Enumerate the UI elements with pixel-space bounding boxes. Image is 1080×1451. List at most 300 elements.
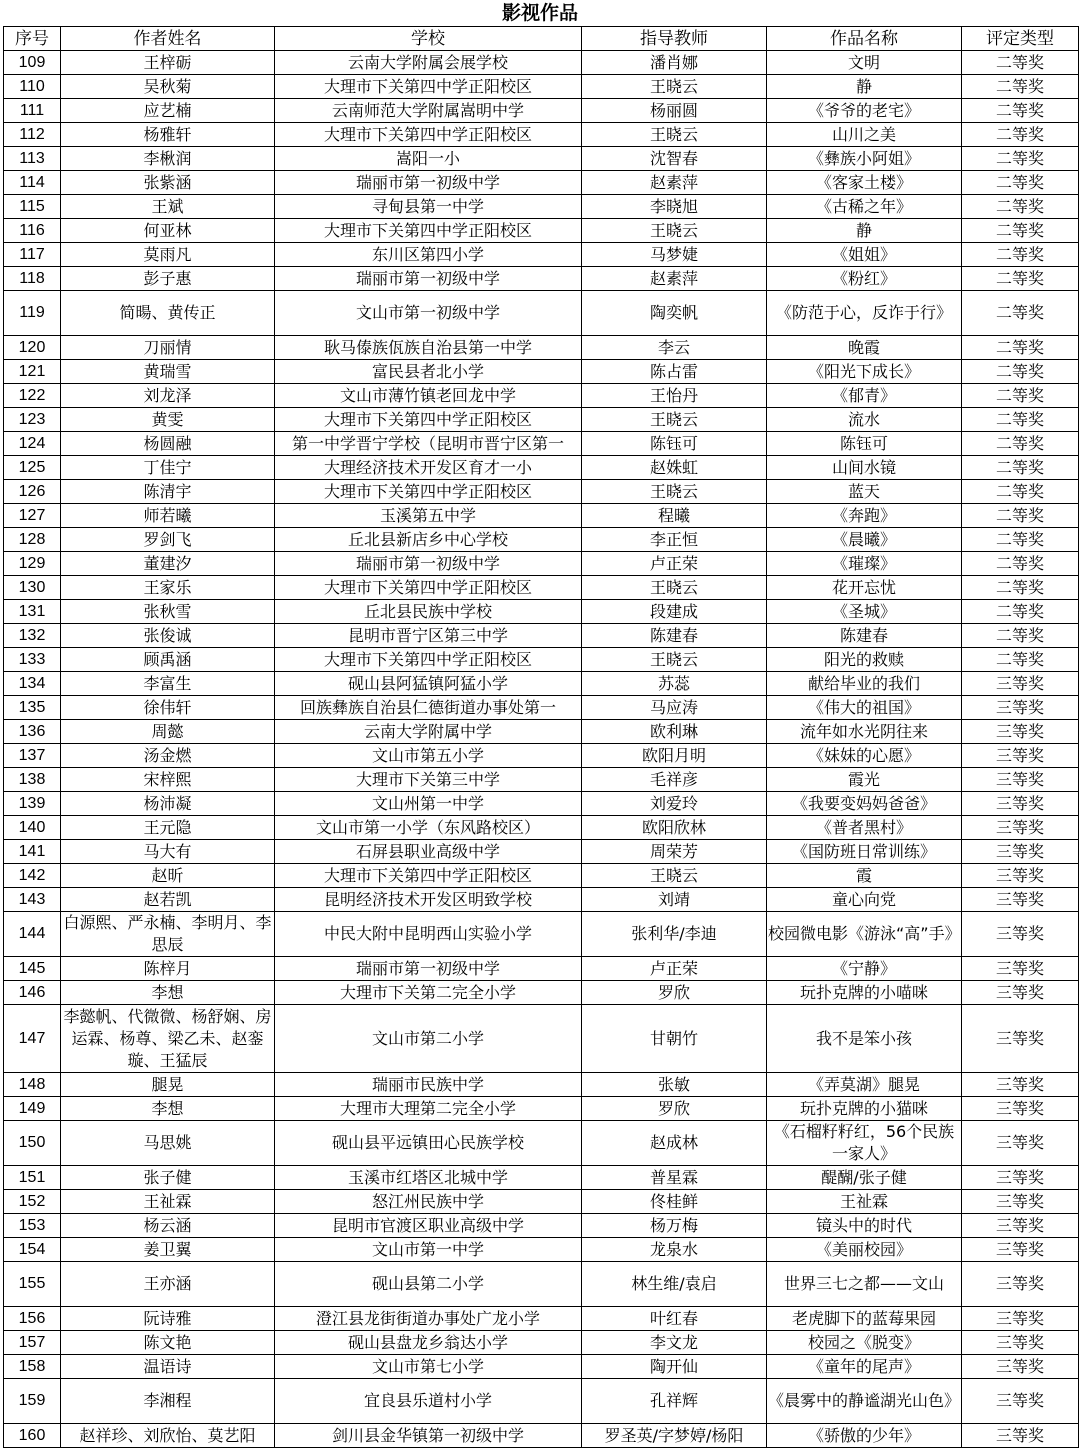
cell-work: 山川之美 bbox=[767, 123, 962, 147]
cell-author: 刀丽情 bbox=[61, 336, 275, 360]
cell-school: 瑞丽市第一初级中学 bbox=[275, 267, 582, 291]
table-row bbox=[4, 171, 1079, 195]
cell-school: 云南师范大学附属嵩明中学 bbox=[275, 99, 582, 123]
cell-teacher: 李文龙 bbox=[582, 1331, 767, 1355]
cell-author: 陈文艳 bbox=[61, 1331, 275, 1355]
cell-author: 董建汐 bbox=[61, 552, 275, 576]
cell-teacher: 陈占雷 bbox=[582, 360, 767, 384]
cell-author: 陈清宇 bbox=[61, 480, 275, 504]
cell-work: 王祉霖 bbox=[767, 1190, 962, 1214]
cell-school: 丘北县新店乡中心学校 bbox=[275, 528, 582, 552]
cell-index: 159 bbox=[4, 1379, 61, 1424]
awards-table bbox=[3, 26, 1079, 1448]
cell-school: 昆明经济技术开发区明致学校 bbox=[275, 888, 582, 912]
cell-work: 《石榴籽籽红，56个民族一家人》 bbox=[767, 1121, 962, 1166]
table-row bbox=[4, 864, 1079, 888]
col-header-work: 作品名称 bbox=[767, 27, 962, 51]
table-row bbox=[4, 1166, 1079, 1190]
cell-school: 文山市第一初级中学 bbox=[275, 291, 582, 336]
table-row bbox=[4, 1238, 1079, 1262]
cell-award: 三等奖 bbox=[962, 816, 1079, 840]
cell-work: 校园之《脱变》 bbox=[767, 1331, 962, 1355]
cell-award: 三等奖 bbox=[962, 1424, 1079, 1448]
cell-award: 二等奖 bbox=[962, 171, 1079, 195]
cell-school: 大理市下关第四中学正阳校区 bbox=[275, 123, 582, 147]
cell-teacher: 张敏 bbox=[582, 1073, 767, 1097]
cell-teacher: 毛祥彦 bbox=[582, 768, 767, 792]
cell-teacher: 王晓云 bbox=[582, 648, 767, 672]
cell-award: 二等奖 bbox=[962, 123, 1079, 147]
cell-award: 三等奖 bbox=[962, 840, 1079, 864]
cell-award: 二等奖 bbox=[962, 576, 1079, 600]
col-header-author: 作者姓名 bbox=[61, 27, 275, 51]
cell-index: 138 bbox=[4, 768, 61, 792]
cell-author: 杨圆融 bbox=[61, 432, 275, 456]
cell-author: 彭子惠 bbox=[61, 267, 275, 291]
table-row bbox=[4, 408, 1079, 432]
cell-work: 童心向党 bbox=[767, 888, 962, 912]
cell-author: 李想 bbox=[61, 981, 275, 1005]
table-row bbox=[4, 981, 1079, 1005]
cell-school: 昆明市官渡区职业高级中学 bbox=[275, 1214, 582, 1238]
cell-index: 142 bbox=[4, 864, 61, 888]
cell-work: 镜头中的时代 bbox=[767, 1214, 962, 1238]
cell-teacher: 罗欣 bbox=[582, 981, 767, 1005]
cell-work: 《古稀之年》 bbox=[767, 195, 962, 219]
cell-author: 马大有 bbox=[61, 840, 275, 864]
cell-award: 二等奖 bbox=[962, 648, 1079, 672]
table-row bbox=[4, 816, 1079, 840]
cell-work: 《璀璨》 bbox=[767, 552, 962, 576]
table-row bbox=[4, 696, 1079, 720]
cell-school: 瑞丽市第一初级中学 bbox=[275, 957, 582, 981]
cell-teacher: 陈钰可 bbox=[582, 432, 767, 456]
cell-teacher: 林生维/袁启 bbox=[582, 1262, 767, 1307]
cell-author: 何亚林 bbox=[61, 219, 275, 243]
cell-award: 三等奖 bbox=[962, 981, 1079, 1005]
cell-work: 《晨曦》 bbox=[767, 528, 962, 552]
table-row bbox=[4, 243, 1079, 267]
table-row bbox=[4, 504, 1079, 528]
table-row bbox=[4, 912, 1079, 957]
cell-index: 152 bbox=[4, 1190, 61, 1214]
table-row bbox=[4, 456, 1079, 480]
cell-school: 瑞丽市第一初级中学 bbox=[275, 171, 582, 195]
table-row bbox=[4, 384, 1079, 408]
cell-work: 《国防班日常训练》 bbox=[767, 840, 962, 864]
cell-award: 二等奖 bbox=[962, 75, 1079, 99]
table-row bbox=[4, 1262, 1079, 1307]
table-row bbox=[4, 957, 1079, 981]
cell-award: 二等奖 bbox=[962, 456, 1079, 480]
cell-teacher: 王晓云 bbox=[582, 408, 767, 432]
cell-school: 大理市下关第三中学 bbox=[275, 768, 582, 792]
cell-school: 寻甸县第一中学 bbox=[275, 195, 582, 219]
cell-award: 二等奖 bbox=[962, 624, 1079, 648]
table-row bbox=[4, 267, 1079, 291]
table-row bbox=[4, 1214, 1079, 1238]
cell-work: 蓝天 bbox=[767, 480, 962, 504]
cell-index: 133 bbox=[4, 648, 61, 672]
cell-author: 张秋雪 bbox=[61, 600, 275, 624]
cell-award: 三等奖 bbox=[962, 1355, 1079, 1379]
cell-index: 156 bbox=[4, 1307, 61, 1331]
cell-index: 111 bbox=[4, 99, 61, 123]
cell-author: 马思姚 bbox=[61, 1121, 275, 1166]
cell-teacher: 王晓云 bbox=[582, 576, 767, 600]
cell-index: 145 bbox=[4, 957, 61, 981]
table-header-row bbox=[4, 27, 1079, 51]
cell-author: 黄雯 bbox=[61, 408, 275, 432]
cell-award: 三等奖 bbox=[962, 1073, 1079, 1097]
cell-teacher: 陶奕帆 bbox=[582, 291, 767, 336]
cell-work: 《普者黑村》 bbox=[767, 816, 962, 840]
cell-teacher: 李云 bbox=[582, 336, 767, 360]
table-row bbox=[4, 1121, 1079, 1166]
cell-school: 大理市下关第四中学正阳校区 bbox=[275, 576, 582, 600]
cell-teacher: 佟桂鲜 bbox=[582, 1190, 767, 1214]
cell-work: 《粉红》 bbox=[767, 267, 962, 291]
cell-index: 160 bbox=[4, 1424, 61, 1448]
cell-award: 二等奖 bbox=[962, 360, 1079, 384]
cell-school: 文山州第一中学 bbox=[275, 792, 582, 816]
cell-author: 罗剑飞 bbox=[61, 528, 275, 552]
cell-work: 花开忘忧 bbox=[767, 576, 962, 600]
cell-index: 158 bbox=[4, 1355, 61, 1379]
cell-work: 《阳光下成长》 bbox=[767, 360, 962, 384]
cell-work: 《我要变妈妈爸爸》 bbox=[767, 792, 962, 816]
cell-author: 阮诗雅 bbox=[61, 1307, 275, 1331]
cell-award: 三等奖 bbox=[962, 1379, 1079, 1424]
cell-award: 二等奖 bbox=[962, 504, 1079, 528]
cell-award: 二等奖 bbox=[962, 147, 1079, 171]
cell-teacher: 马应涛 bbox=[582, 696, 767, 720]
cell-school: 玉溪第五中学 bbox=[275, 504, 582, 528]
cell-school: 砚山县平远镇田心民族学校 bbox=[275, 1121, 582, 1166]
table-row bbox=[4, 744, 1079, 768]
cell-award: 二等奖 bbox=[962, 99, 1079, 123]
cell-award: 二等奖 bbox=[962, 195, 1079, 219]
cell-award: 三等奖 bbox=[962, 864, 1079, 888]
cell-author: 张子健 bbox=[61, 1166, 275, 1190]
table-row bbox=[4, 600, 1079, 624]
col-header-award: 评定类型 bbox=[962, 27, 1079, 51]
cell-teacher: 卢正荣 bbox=[582, 957, 767, 981]
cell-award: 二等奖 bbox=[962, 432, 1079, 456]
cell-index: 136 bbox=[4, 720, 61, 744]
cell-teacher: 陶开仙 bbox=[582, 1355, 767, 1379]
cell-award: 二等奖 bbox=[962, 336, 1079, 360]
cell-teacher: 杨万梅 bbox=[582, 1214, 767, 1238]
cell-author: 黄瑞雪 bbox=[61, 360, 275, 384]
cell-teacher: 王晓云 bbox=[582, 480, 767, 504]
col-header-teacher: 指导教师 bbox=[582, 27, 767, 51]
cell-teacher: 普星霖 bbox=[582, 1166, 767, 1190]
cell-award: 三等奖 bbox=[962, 888, 1079, 912]
cell-work: 《奔跑》 bbox=[767, 504, 962, 528]
cell-award: 二等奖 bbox=[962, 600, 1079, 624]
table-row bbox=[4, 291, 1079, 336]
table-row bbox=[4, 75, 1079, 99]
cell-teacher: 李正恒 bbox=[582, 528, 767, 552]
table-row bbox=[4, 1097, 1079, 1121]
cell-index: 149 bbox=[4, 1097, 61, 1121]
cell-author: 李湘程 bbox=[61, 1379, 275, 1424]
cell-index: 113 bbox=[4, 147, 61, 171]
cell-author: 顾禹涵 bbox=[61, 648, 275, 672]
cell-teacher: 欧利琳 bbox=[582, 720, 767, 744]
cell-author: 王亦涵 bbox=[61, 1262, 275, 1307]
cell-author: 师若曦 bbox=[61, 504, 275, 528]
cell-index: 124 bbox=[4, 432, 61, 456]
table-row bbox=[4, 219, 1079, 243]
cell-index: 128 bbox=[4, 528, 61, 552]
cell-work: 霞 bbox=[767, 864, 962, 888]
cell-school: 第一中学晋宁学校（昆明市晋宁区第一 bbox=[275, 432, 582, 456]
cell-work: 《姐姐》 bbox=[767, 243, 962, 267]
cell-school: 文山市第二小学 bbox=[275, 1005, 582, 1073]
cell-index: 153 bbox=[4, 1214, 61, 1238]
cell-author: 杨雅轩 bbox=[61, 123, 275, 147]
cell-teacher: 孔祥辉 bbox=[582, 1379, 767, 1424]
cell-index: 121 bbox=[4, 360, 61, 384]
cell-author: 温语诗 bbox=[61, 1355, 275, 1379]
cell-teacher: 王怡丹 bbox=[582, 384, 767, 408]
cell-award: 三等奖 bbox=[962, 1331, 1079, 1355]
cell-award: 三等奖 bbox=[962, 1238, 1079, 1262]
cell-work: 醍醐/张子健 bbox=[767, 1166, 962, 1190]
cell-author: 徐伟轩 bbox=[61, 696, 275, 720]
cell-award: 三等奖 bbox=[962, 1307, 1079, 1331]
cell-school: 大理市下关第二完全小学 bbox=[275, 981, 582, 1005]
table-body bbox=[4, 51, 1079, 1448]
cell-teacher: 刘靖 bbox=[582, 888, 767, 912]
table-row bbox=[4, 648, 1079, 672]
table-row bbox=[4, 792, 1079, 816]
cell-award: 二等奖 bbox=[962, 267, 1079, 291]
cell-award: 二等奖 bbox=[962, 384, 1079, 408]
cell-award: 三等奖 bbox=[962, 1005, 1079, 1073]
cell-index: 115 bbox=[4, 195, 61, 219]
cell-work: 山间水镜 bbox=[767, 456, 962, 480]
cell-index: 122 bbox=[4, 384, 61, 408]
cell-teacher: 刘爱玲 bbox=[582, 792, 767, 816]
cell-school: 嵩阳一小 bbox=[275, 147, 582, 171]
cell-author: 陈梓月 bbox=[61, 957, 275, 981]
cell-school: 大理市下关第四中学正阳校区 bbox=[275, 480, 582, 504]
cell-index: 129 bbox=[4, 552, 61, 576]
cell-work: 校园微电影《游泳“高”手》 bbox=[767, 912, 962, 957]
cell-index: 141 bbox=[4, 840, 61, 864]
cell-author: 王祉霖 bbox=[61, 1190, 275, 1214]
cell-index: 130 bbox=[4, 576, 61, 600]
cell-school: 大理市大理第二完全小学 bbox=[275, 1097, 582, 1121]
cell-school: 宜良县乐道村小学 bbox=[275, 1379, 582, 1424]
table-row bbox=[4, 123, 1079, 147]
cell-index: 143 bbox=[4, 888, 61, 912]
table-row bbox=[4, 768, 1079, 792]
cell-teacher: 杨丽圆 bbox=[582, 99, 767, 123]
cell-author: 腿晃 bbox=[61, 1073, 275, 1097]
cell-award: 三等奖 bbox=[962, 768, 1079, 792]
cell-index: 157 bbox=[4, 1331, 61, 1355]
cell-author: 丁佳宁 bbox=[61, 456, 275, 480]
cell-author: 杨沛凝 bbox=[61, 792, 275, 816]
table-row bbox=[4, 1331, 1079, 1355]
cell-teacher: 陈建春 bbox=[582, 624, 767, 648]
cell-work: 《爷爷的老宅》 bbox=[767, 99, 962, 123]
cell-award: 三等奖 bbox=[962, 1262, 1079, 1307]
cell-school: 文山市第一中学 bbox=[275, 1238, 582, 1262]
cell-teacher: 李晓旭 bbox=[582, 195, 767, 219]
cell-work: 阳光的救赎 bbox=[767, 648, 962, 672]
cell-teacher: 王晓云 bbox=[582, 75, 767, 99]
cell-index: 114 bbox=[4, 171, 61, 195]
cell-school: 砚山县盘龙乡翁达小学 bbox=[275, 1331, 582, 1355]
cell-index: 112 bbox=[4, 123, 61, 147]
cell-teacher: 赵素萍 bbox=[582, 171, 767, 195]
cell-award: 三等奖 bbox=[962, 744, 1079, 768]
cell-school: 剑川县金华镇第一初级中学 bbox=[275, 1424, 582, 1448]
table-row bbox=[4, 576, 1079, 600]
cell-author: 白源熙、严永楠、李明月、李思辰 bbox=[61, 912, 275, 957]
table-row bbox=[4, 1190, 1079, 1214]
table-row bbox=[4, 672, 1079, 696]
cell-teacher: 王晓云 bbox=[582, 864, 767, 888]
cell-teacher: 苏蕊 bbox=[582, 672, 767, 696]
cell-author: 张紫涵 bbox=[61, 171, 275, 195]
cell-teacher: 龙泉水 bbox=[582, 1238, 767, 1262]
cell-author: 简暘、黄传正 bbox=[61, 291, 275, 336]
cell-index: 151 bbox=[4, 1166, 61, 1190]
cell-school: 大理市下关第四中学正阳校区 bbox=[275, 219, 582, 243]
cell-work: 玩扑克牌的小喵咪 bbox=[767, 981, 962, 1005]
table-row bbox=[4, 528, 1079, 552]
cell-school: 砚山县阿猛镇阿猛小学 bbox=[275, 672, 582, 696]
cell-index: 146 bbox=[4, 981, 61, 1005]
table-row bbox=[4, 720, 1079, 744]
cell-work: 玩扑克牌的小猫咪 bbox=[767, 1097, 962, 1121]
cell-school: 耿马傣族佤族自治县第一中学 bbox=[275, 336, 582, 360]
cell-school: 怒江州民族中学 bbox=[275, 1190, 582, 1214]
cell-school: 中民大附中昆明西山实验小学 bbox=[275, 912, 582, 957]
cell-work: 《彝族小阿姐》 bbox=[767, 147, 962, 171]
cell-work: 《妹妹的心愿》 bbox=[767, 744, 962, 768]
cell-school: 东川区第四小学 bbox=[275, 243, 582, 267]
cell-index: 132 bbox=[4, 624, 61, 648]
cell-teacher: 罗圣英/字梦婷/杨阳 bbox=[582, 1424, 767, 1448]
cell-index: 155 bbox=[4, 1262, 61, 1307]
cell-teacher: 段建成 bbox=[582, 600, 767, 624]
cell-teacher: 王晓云 bbox=[582, 219, 767, 243]
cell-author: 王梓砺 bbox=[61, 51, 275, 75]
cell-index: 117 bbox=[4, 243, 61, 267]
cell-author: 李想 bbox=[61, 1097, 275, 1121]
cell-work: 《郁青》 bbox=[767, 384, 962, 408]
cell-award: 三等奖 bbox=[962, 1166, 1079, 1190]
cell-award: 三等奖 bbox=[962, 1121, 1079, 1166]
cell-award: 三等奖 bbox=[962, 1214, 1079, 1238]
table-row bbox=[4, 840, 1079, 864]
cell-school: 大理市下关第四中学正阳校区 bbox=[275, 75, 582, 99]
cell-work: 世界三七之都——文山 bbox=[767, 1262, 962, 1307]
cell-index: 139 bbox=[4, 792, 61, 816]
cell-author: 王斌 bbox=[61, 195, 275, 219]
cell-work: 老虎脚下的蓝莓果园 bbox=[767, 1307, 962, 1331]
table-row bbox=[4, 1005, 1079, 1073]
cell-school: 文山市第七小学 bbox=[275, 1355, 582, 1379]
cell-school: 大理市下关第四中学正阳校区 bbox=[275, 408, 582, 432]
cell-index: 135 bbox=[4, 696, 61, 720]
cell-author: 刘龙泽 bbox=[61, 384, 275, 408]
cell-author: 王元隐 bbox=[61, 816, 275, 840]
table-row bbox=[4, 51, 1079, 75]
cell-teacher: 罗欣 bbox=[582, 1097, 767, 1121]
cell-award: 三等奖 bbox=[962, 1097, 1079, 1121]
cell-author: 张俊诚 bbox=[61, 624, 275, 648]
cell-work: 静 bbox=[767, 75, 962, 99]
cell-school: 大理市下关第四中学正阳校区 bbox=[275, 648, 582, 672]
table-row bbox=[4, 1073, 1079, 1097]
cell-award: 三等奖 bbox=[962, 696, 1079, 720]
table-row bbox=[4, 432, 1079, 456]
col-header-index: 序号 bbox=[4, 27, 61, 51]
table-row bbox=[4, 1355, 1079, 1379]
cell-award: 二等奖 bbox=[962, 480, 1079, 504]
table-row bbox=[4, 1424, 1079, 1448]
cell-teacher: 叶红春 bbox=[582, 1307, 767, 1331]
cell-school: 砚山县第二小学 bbox=[275, 1262, 582, 1307]
col-header-school: 学校 bbox=[275, 27, 582, 51]
cell-work: 《晨雾中的静谧湖光山色》 bbox=[767, 1379, 962, 1424]
cell-teacher: 赵姝虹 bbox=[582, 456, 767, 480]
cell-work: 《宁静》 bbox=[767, 957, 962, 981]
cell-work: 霞光 bbox=[767, 768, 962, 792]
cell-work: 流年如水光阴往来 bbox=[767, 720, 962, 744]
cell-work: 《圣城》 bbox=[767, 600, 962, 624]
cell-school: 文山市第五小学 bbox=[275, 744, 582, 768]
cell-author: 赵昕 bbox=[61, 864, 275, 888]
cell-award: 二等奖 bbox=[962, 51, 1079, 75]
cell-school: 大理市下关第四中学正阳校区 bbox=[275, 864, 582, 888]
table-row bbox=[4, 147, 1079, 171]
cell-author: 李富生 bbox=[61, 672, 275, 696]
cell-teacher: 欧阳欣林 bbox=[582, 816, 767, 840]
cell-award: 二等奖 bbox=[962, 291, 1079, 336]
cell-index: 144 bbox=[4, 912, 61, 957]
cell-work: 《防范于心，反诈于行》 bbox=[767, 291, 962, 336]
cell-index: 125 bbox=[4, 456, 61, 480]
cell-work: 《童年的尾声》 bbox=[767, 1355, 962, 1379]
cell-work: 晚霞 bbox=[767, 336, 962, 360]
cell-school: 丘北县民族中学校 bbox=[275, 600, 582, 624]
cell-award: 三等奖 bbox=[962, 957, 1079, 981]
cell-work: 《伟大的祖国》 bbox=[767, 696, 962, 720]
cell-work: 文明 bbox=[767, 51, 962, 75]
cell-award: 三等奖 bbox=[962, 1190, 1079, 1214]
cell-author: 杨云涵 bbox=[61, 1214, 275, 1238]
cell-work: 静 bbox=[767, 219, 962, 243]
cell-school: 云南大学附属中学 bbox=[275, 720, 582, 744]
cell-work: 陈建春 bbox=[767, 624, 962, 648]
table-row bbox=[4, 624, 1079, 648]
cell-school: 昆明市晋宁区第三中学 bbox=[275, 624, 582, 648]
cell-teacher: 沈智春 bbox=[582, 147, 767, 171]
table-row bbox=[4, 1307, 1079, 1331]
cell-work: 《弄莫湖》腿晃 bbox=[767, 1073, 962, 1097]
cell-author: 李楸润 bbox=[61, 147, 275, 171]
cell-work: 《美丽校园》 bbox=[767, 1238, 962, 1262]
